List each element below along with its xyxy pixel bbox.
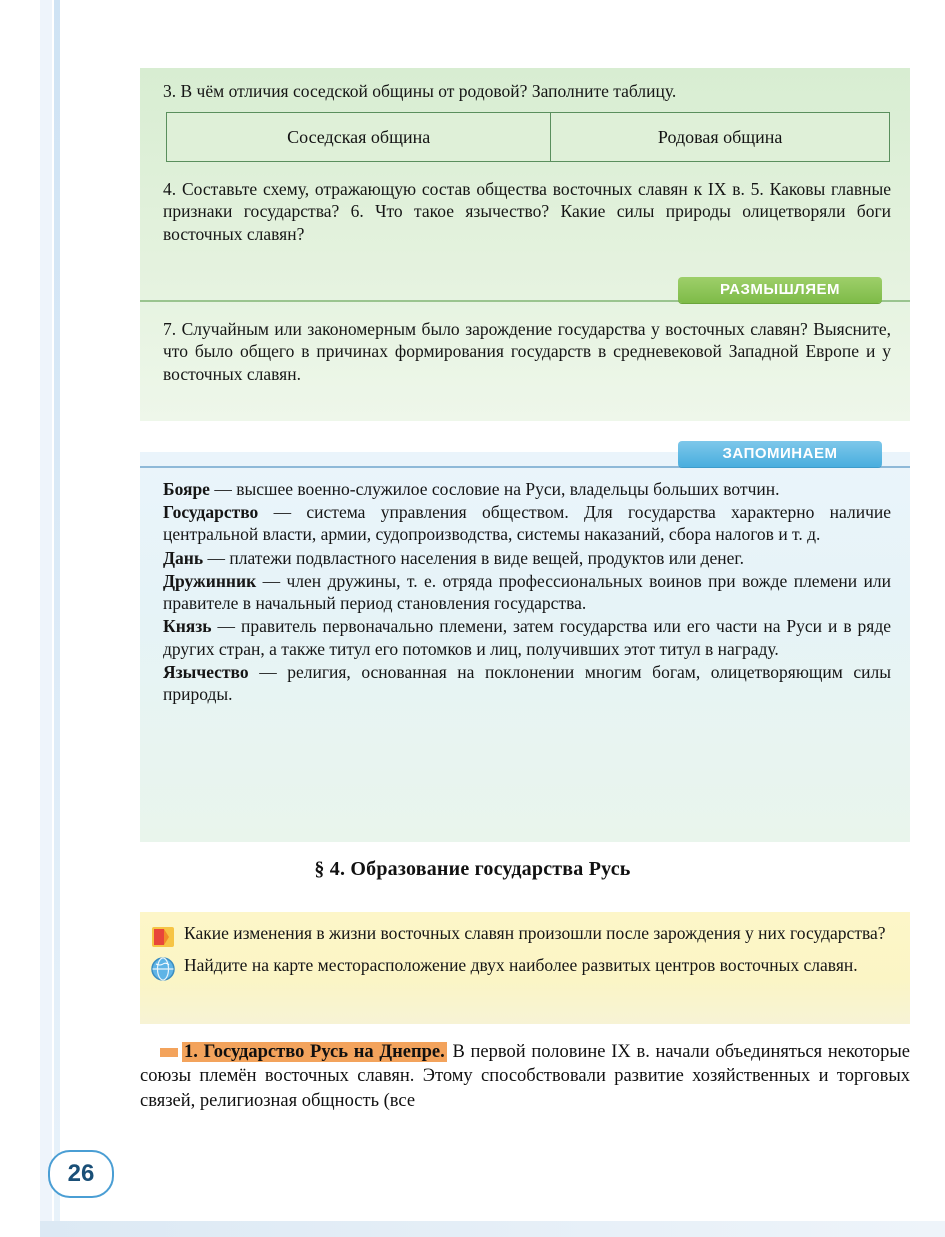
question-item [150, 954, 898, 982]
term-entry [163, 547, 891, 569]
table-header-neighbour-community: Соседская община [167, 113, 551, 162]
task-4-5-6-text: 4. Составьте схему, отражающую состав общества восточных славян к IX в. 5. Каковы главные признаки государства? 6. Что такое язычество? Какие силы природы олицетворяли боги восточных славян? [163, 179, 891, 244]
memorize-badge: ЗАПОМИНАЕМ [678, 441, 882, 467]
term-entry [163, 615, 891, 659]
term-name: Дань [163, 547, 204, 568]
term-name: Язычество [163, 661, 249, 682]
term-entry [163, 661, 891, 705]
term-definition: — религия, основанная на поклонении многим богам, олицетворяющим силы природы. [163, 661, 891, 704]
term-definition: — платежи подвластного населения в виде вещей, продуктов или денег. [207, 547, 744, 568]
section-questions [150, 922, 898, 982]
body-text: В первой половине IX в. начали объединяться некоторые союзы племён восточных славян. Этому способствовали развитие хозяйственных и торговых связей, религиозная общность (все [140, 1042, 910, 1111]
term-definition: — член дружины, т. е. отряда профессиональных воинов при вожде племени или правителе в начальный период становления государства. [163, 570, 892, 614]
term-name: Дружинник [163, 570, 257, 591]
term-definition: — правитель первоначально племени, затем государства или его части на Руси и в ряде других стран, а также титул его потомков и лиц, получивших этот титул в награду. [163, 616, 892, 659]
globe-map-icon [150, 956, 176, 982]
term-entry [163, 501, 891, 545]
page-bottom-strip [40, 1221, 945, 1237]
term-name: Князь [163, 616, 212, 637]
lead-marker [160, 1048, 178, 1057]
community-table [166, 112, 890, 162]
term-definition: — высшее военно-служилое сословие на Руси, владельцы больших вотчин. [214, 479, 780, 499]
term-entry [163, 570, 891, 614]
body-paragraph [140, 1040, 910, 1113]
section-heading: § 4. Образование государства Русь [314, 858, 631, 880]
table-header-clan-community: Родовая община [551, 113, 890, 162]
question-item [150, 922, 898, 950]
question-text: Какие изменения в жизни восточных славян произошли после зарождения у них государства? [184, 923, 886, 943]
memorize-terms-list [163, 478, 891, 706]
term-definition: — система управления обществом. Для государства характерно наличие центральной власти, армии, судопроизводства, системы наказаний, сбора налогов и т. д. [163, 502, 891, 545]
question-text: Найдите на карте месторасположение двух наиболее развитых центров восточных славян. [184, 955, 858, 975]
term-name: Бояре [163, 479, 210, 499]
reflect-badge: РАЗМЫШЛЯЕМ [678, 277, 882, 303]
page-number: 26 [48, 1150, 114, 1198]
term-entry [163, 478, 891, 500]
task-3-text: 3. В чём отличия соседской общины от родовой? Заполните таблицу. [163, 81, 677, 101]
term-name: Государство [163, 502, 259, 523]
pencil-question-icon [150, 924, 176, 950]
table-row [167, 113, 890, 162]
body-lead-title: 1. Государство Русь на Днепре. [184, 1042, 445, 1062]
task-7-text: 7. Случайным или закономерным было зарождение государства у восточных славян? Выясните, что было общего в причинах формирования государств в средневековой Западной Европе и у восточных славян. [163, 319, 891, 384]
